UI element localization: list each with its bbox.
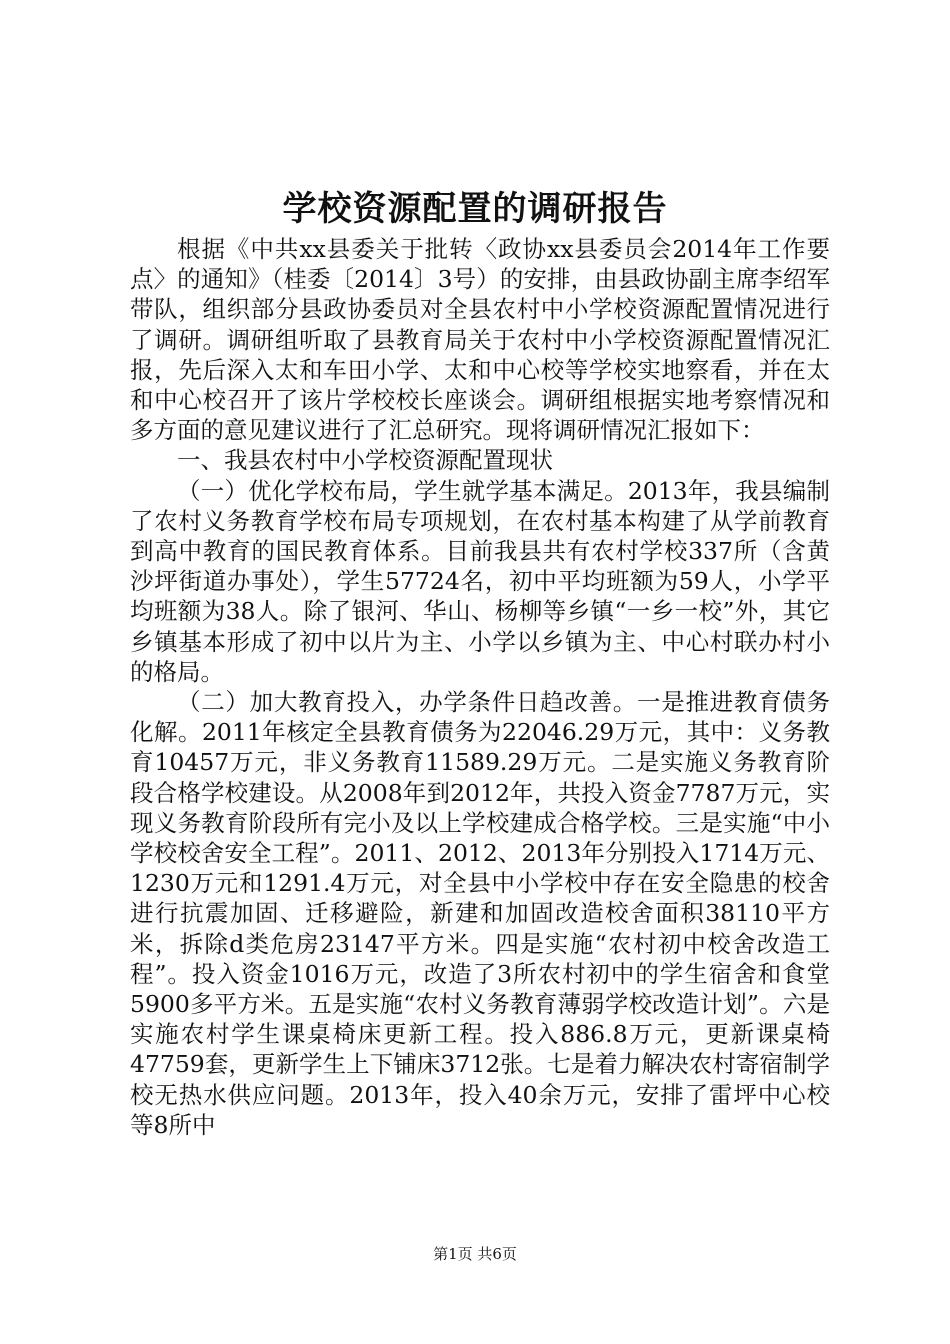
paragraph-intro: 根据《中共xx县委关于批转〈政协xx县委员会2014年工作要点〉的通知》（桂委〔2014〕3号）的安排，由县政协副主席李绍军带队，组织部分县政协委员对全县农村中小学校资源配置情况进行了调研。调研组听取了县教育局关于农村中小学校资源配置情况汇报，先后深入太和车田小学、太和中心校等学校实地察看，并在太和中心校召开了该片学校校长座谈会。调研组根据实地考察情况和多方面的意见建议进行了汇总研究。现将调研情况汇报如下： [130, 235, 830, 445]
page-footer: 第1页 共6页 [433, 1245, 517, 1263]
paragraph-investment: （二）加大教育投入，办学条件日趋改善。一是推进教育债务化解。2011年核定全县教育债务为22046.29万元，其中：义务教育10457万元，非义务教育11589.29万元。二是实施义务教育阶段合格学校建设。从2008年到2012年，共投入资金7787万元，实现义务教育阶段所有完小及以上学校建成合格学校。三是实施“中小学校校舍安全工程”。2011、2012、2013年分别投入1714万元、1230万元和1291.4万元，对全县中小学校中存在安全隐患的校舍进行抗震加固、迁移避险，新建和加固改造校舍面积38110平方米，拆除d类危房23147平方米。四是实施“农村初中校舍改造工程”。投入资金1016万元，改造了3所农村初中的学生宿舍和食堂5900多平方米。五是实施“农村义务教育薄弱学校改造计划”。六是实施农村学生课桌椅床更新工程。投入886.8万元，更新课桌椅47759套，更新学生上下铺床3712张。七是着力解决农村寄宿制学校无热水供应问题。2013年，投入40余万元，安排了雷坪中心校等8所中 [130, 688, 830, 1139]
document-title: 学校资源配置的调研报告 [282, 189, 668, 229]
document-body [130, 234, 830, 1140]
section-heading: 一、我县农村中小学校资源配置现状 [177, 446, 553, 475]
paragraph-layout: （一）优化学校布局，学生就学基本满足。2013年，我县编制了农村义务教育学校布局专项规划，在农村基本构建了从学前教育到高中教育的国民教育体系。目前我县共有农村学校337所（含黄沙坪街道办事处），学生57724名，初中平均班额为59人，小学平均班额为38人。除了银河、华山、杨柳等乡镇“一乡一校”外，其它乡镇基本形成了初中以片为主、小学以乡镇为主、中心村联办村小的格局。 [130, 476, 830, 686]
